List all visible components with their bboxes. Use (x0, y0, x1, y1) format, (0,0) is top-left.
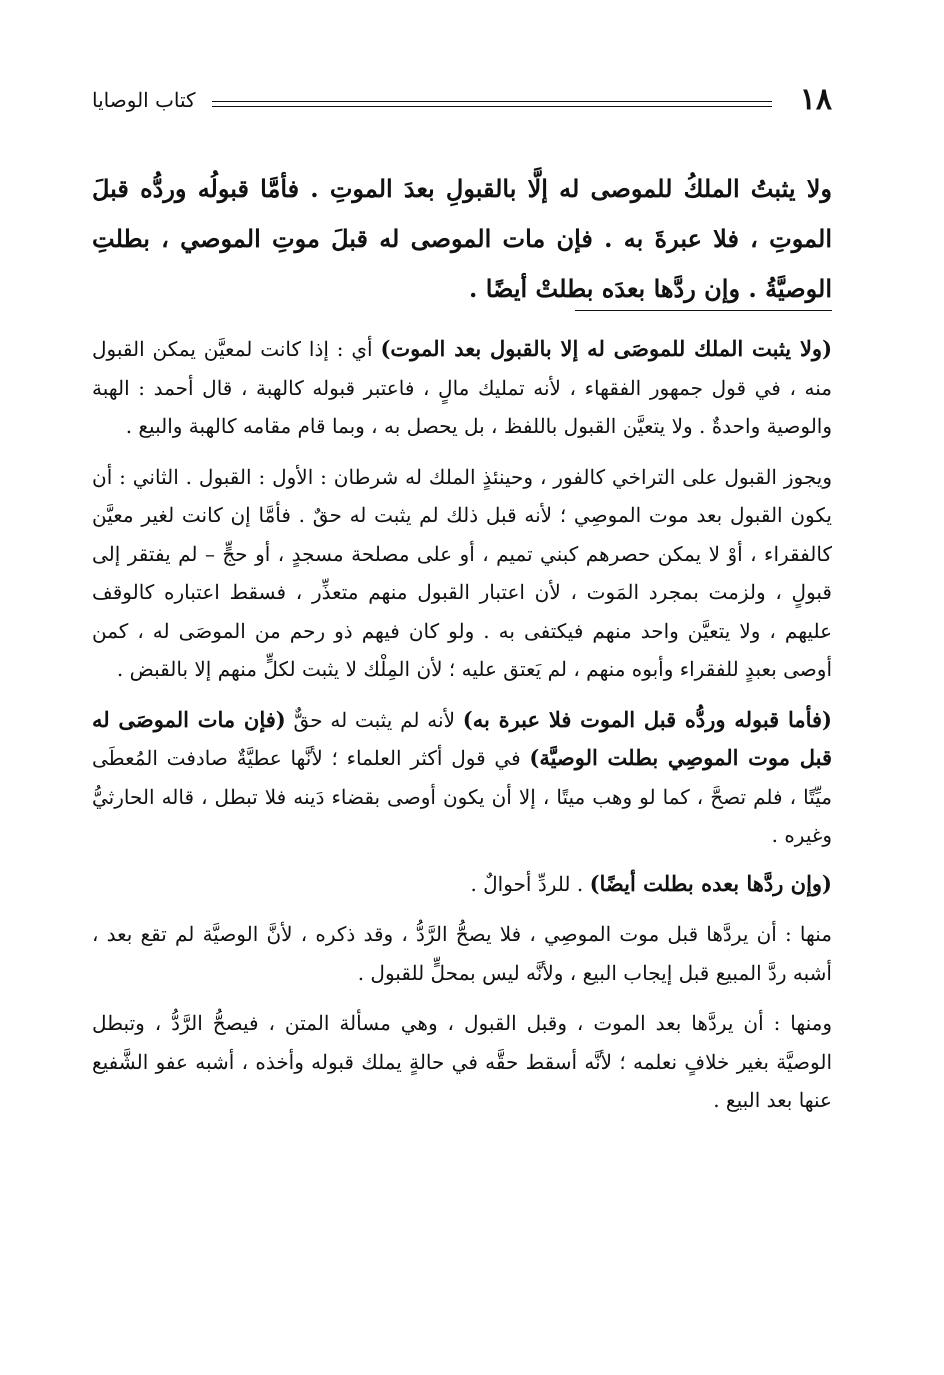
paragraph-text: منها : أن يردَّها قبل موت الموصِي ، فلا يصحُّ الرَّدُّ ، وقد ذكره ، لأنَّ الوصيَّة لم تقع بعد ، أشبه ردَّ المبيع قبل إيجاب البيع ، ولأنَّه ليس بمحلٍّ للقبول . (92, 922, 832, 985)
running-title: كتاب الوصايا (92, 88, 196, 112)
commentary-paragraph-2 (92, 458, 832, 689)
paragraph-text: لأنه لم يثبت له حقٌّ (285, 707, 463, 732)
paragraph-text: . للردِّ أحوالٌ . (470, 871, 590, 896)
quoted-text: (فإن مات الموصَى له قبل موت الموصِي بطلت الوصيَّة) (92, 706, 832, 770)
paragraph-text: ويجوز القبول على التراخي كالفور ، وحينئذٍ الملك له شرطان : الأول : القبول . الثاني : أن يكون القبول بعد موت الموصِي ؛ لأنه قبل ذلك لم يثبت له حقٌ . فأمَّا إن كانت لغير معيَّن كالفقراء ، أوْ لا يمكن حصرهم كبني تميم ، أو على مصلحة مسجدٍ ، أو حجٍّ – لم يفتقر إلى قبولٍ ، ولزمت بمجرد المَوت ، لأن اعتبار القبول منهم متعذِّر ، فسقط اعتباره كالوقف عليهم ، ولا يتعيَّن واحد منهم فيكتفى به . ولو كان فيهم ذو رحم من الموصَى له ، كمن أوصى بعبدٍ للفقراء وأبوه منهم ، لم يَعتق عليه ؛ لأن المِلْك لا يثبت لكلٍّ منهم إلا بالقبض . (92, 464, 832, 681)
commentary-paragraph-5 (92, 915, 832, 992)
commentary (92, 330, 832, 1132)
quoted-text: (ولا يثبت الملك للموصَى له إلا بالقبول بعد الموت) (380, 336, 833, 361)
paragraph-text: أي : إذا كانت لمعيَّن يمكن القبول منه ، في قول جمهور الفقهاء ، لأنه تمليك مالٍ ، فاعتبر قبوله كالهبة ، قال أحمد : الهبة والوصية واحدةٌ . ولا يتعيَّن القبول باللفظ ، بل يحصل به ، وبما قام مقامه كالهبة والبيع . (92, 337, 832, 438)
quoted-text: (وإن ردَّها بعده بطلت أيضًا) (589, 870, 832, 896)
main-text: ولا يثبتُ الملكُ للموصى له إلَّا بالقبولِ بعدَ الموتِ . فأمَّا قبولُه وردُّه قبلَ الموتِ ، فلا عبرةَ به . فإن مات الموصى له قبلَ موتِ الموصي ، بطلتِ الوصيَّةُ . وإن ردَّها بعدَه بطلتْ أيضًا . (92, 174, 832, 303)
commentary-paragraph-4 (92, 865, 832, 904)
commentary-paragraph-3 (92, 701, 832, 855)
commentary-paragraph-1 (92, 330, 832, 446)
header-divider (212, 101, 772, 107)
page-number: ١٨ (799, 82, 832, 117)
main-text-divider (575, 310, 832, 311)
page-header (92, 82, 832, 122)
quoted-text: (فأما قبوله وردُّه قبل الموت فلا عبرة به) (462, 706, 832, 732)
commentary-paragraph-6 (92, 1004, 832, 1120)
paragraph-text: في قول أكثر العلماء ؛ لأنَّها عطيَّةٌ صادفت المُعطَى ميِّتًا ، فلم تصحَّ ، كما لو وهب ميتًا ، إلا أن يكون أوصى بقضاء دَينه فلا تبطل ، قاله الحارثيُّ وغيره . (92, 746, 832, 847)
paragraph-text: ومنها : أن يردَّها بعد الموت ، وقبل القبول ، وهي مسألة المتن ، فيصحُّ الرَّدُّ ، وتبطل الوصيَّة بغير خلافٍ نعلمه ؛ لأنَّه أسقط حقَّه في حالةٍ يملك قبوله وأخذه ، أشبه عفو الشَّفيع عنها بعد البيع . (92, 1011, 832, 1112)
